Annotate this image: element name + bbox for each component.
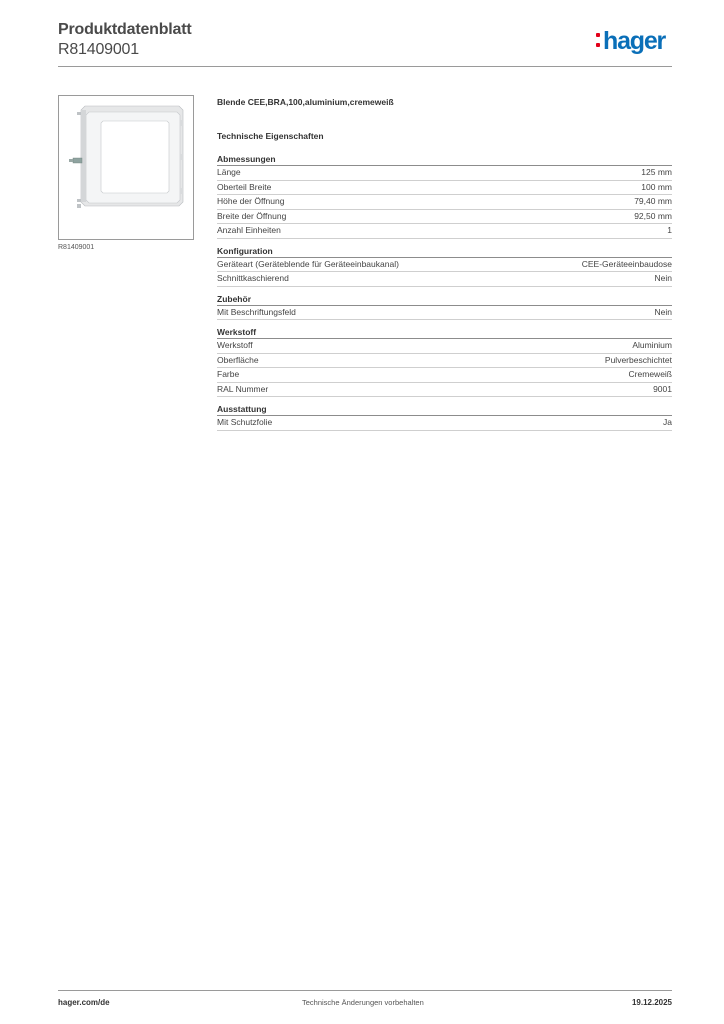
section-title: Ausstattung <box>217 401 672 416</box>
logo-dots-icon <box>596 33 601 49</box>
table-row <box>217 224 672 239</box>
table-row <box>217 181 672 196</box>
row-label: Mit Beschriftungsfeld <box>217 306 296 317</box>
table-row <box>217 368 672 383</box>
row-label: Oberteil Breite <box>217 181 272 192</box>
table-row <box>217 166 672 181</box>
header <box>58 20 192 59</box>
section-title: Konfiguration <box>217 243 672 258</box>
table-row <box>217 383 672 398</box>
table-row <box>217 306 672 321</box>
technical-properties-heading: Technische Eigenschaften <box>217 131 324 141</box>
row-label: Breite der Öffnung <box>217 210 287 221</box>
section-ausstattung <box>217 401 672 431</box>
row-value: Ja <box>663 417 672 427</box>
table-row <box>217 272 672 287</box>
row-label: Anzahl Einheiten <box>217 225 281 235</box>
row-value: 1 <box>667 225 672 235</box>
table-row <box>217 416 672 431</box>
row-label: RAL Nummer <box>217 383 269 394</box>
table-row <box>217 210 672 225</box>
row-value: Nein <box>654 273 672 283</box>
row-label: Schnittkaschierend <box>217 273 289 283</box>
product-frame-illustration <box>59 96 193 239</box>
table-row <box>217 195 672 210</box>
product-image <box>58 95 194 240</box>
product-details <box>217 96 672 431</box>
row-value: 92,50 mm <box>634 210 672 221</box>
row-value: 9001 <box>653 383 672 394</box>
image-caption: R81409001 <box>58 244 95 251</box>
section-title: Zubehör <box>217 291 672 306</box>
row-value: Aluminium <box>632 340 672 350</box>
row-value: Cremeweiß <box>628 369 672 379</box>
section-werkstoff <box>217 324 672 397</box>
footer-divider <box>58 990 672 991</box>
row-label: Geräteart (Geräteblende für Geräteeinbaukanal) <box>217 258 399 269</box>
row-value: 125 mm <box>641 167 672 177</box>
row-value: CEE-Geräteeinbaudose <box>581 258 672 269</box>
row-label: Höhe der Öffnung <box>217 196 285 206</box>
page-title: Produktdatenblatt <box>58 21 192 38</box>
section-konfiguration <box>217 243 672 287</box>
product-number: R81409001 <box>58 41 139 58</box>
row-value: 100 mm <box>641 181 672 192</box>
section-title: Abmessungen <box>217 151 672 166</box>
row-value: Nein <box>654 306 672 317</box>
section-title: Werkstoff <box>217 324 672 339</box>
table-row <box>217 354 672 369</box>
header-divider <box>58 66 672 67</box>
row-value: Pulverbeschichtet <box>604 354 672 365</box>
row-label: Oberfläche <box>217 354 259 365</box>
row-label: Werkstoff <box>217 340 253 350</box>
footer-notice: Technische Änderungen vorbehalten <box>302 998 424 1007</box>
table-row <box>217 258 672 273</box>
row-label: Mit Schutzfolie <box>217 417 273 427</box>
footer-date: 19.12.2025 <box>631 998 672 1007</box>
product-name: Blende CEE,BRA,100,aluminium,cremeweiß <box>217 97 394 107</box>
footer-website-link[interactable]: hager.com/de <box>58 998 110 1007</box>
table-row <box>217 339 672 354</box>
logo-text: hager <box>603 27 666 55</box>
row-label: Länge <box>217 167 241 177</box>
hager-logo <box>596 27 665 55</box>
section-abmessungen <box>217 151 672 239</box>
section-zubehoer <box>217 291 672 321</box>
row-value: 79,40 mm <box>634 196 672 206</box>
row-label: Farbe <box>217 369 240 379</box>
